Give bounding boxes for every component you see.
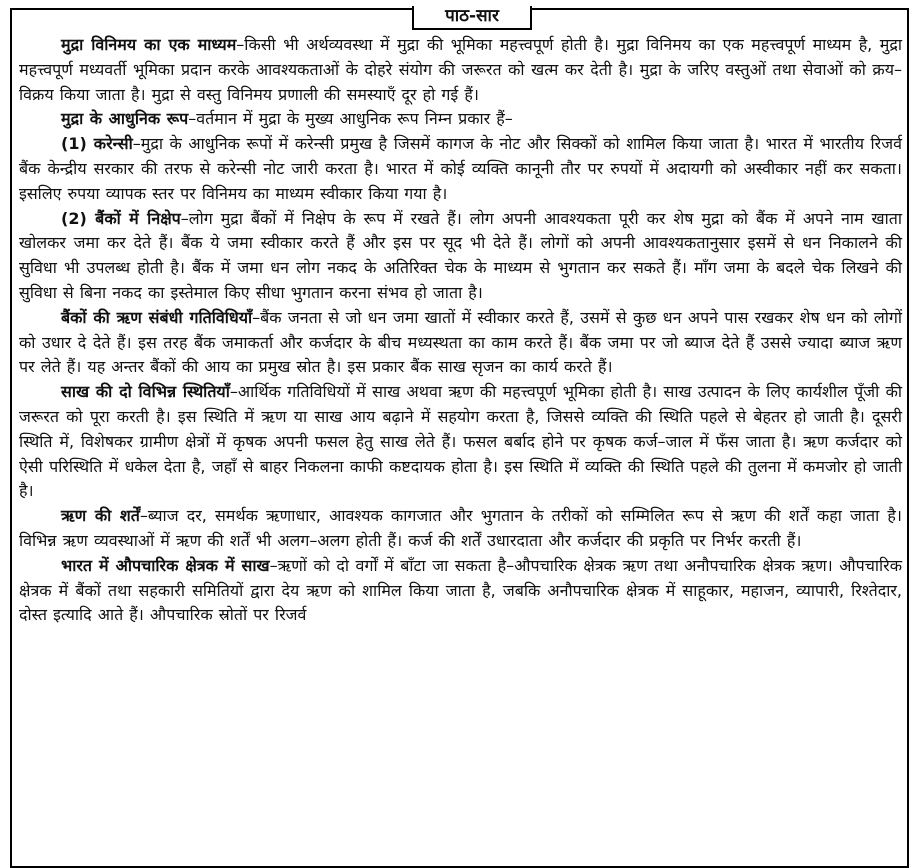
paragraph-heading: मुद्रा विनिमय का एक माध्यम	[61, 35, 237, 54]
document-body	[19, 33, 902, 628]
paragraph-heading: साख की दो विभिन्न स्थितियाँ	[61, 382, 230, 402]
paragraph-modern-forms	[19, 107, 902, 132]
paragraph-formal-sector-credit	[19, 554, 902, 628]
paragraph-bank-deposits	[19, 207, 902, 306]
paragraph-heading: बैंकों की ऋण संबंधी गतिविधियाँ	[61, 307, 253, 327]
page-title: पाठ-सार	[412, 6, 532, 30]
paragraph-heading: मुद्रा के आधुनिक रूप	[61, 109, 189, 129]
paragraph-heading: भारत में औपचारिक क्षेत्रक में साख	[61, 555, 270, 575]
paragraph-heading: (2) बैंकों में निक्षेप	[61, 208, 181, 228]
paragraph-money-medium	[19, 33, 902, 107]
paragraph-text: –किसी भी अर्थव्यवस्था में मुद्रा की भूमिका महत्त्वपूर्ण होती है। मुद्रा विनिमय का एक महत्त्वपूर्ण माध्यम है, मुद्रा महत्त्वपूर्ण मध्यवर्ती भूमिका प्रदान करके आवश्यकताओं के दोहरे संयोग की जरूरत को खत्म कर देती है। मुद्रा के जरिए वस्तुओं तथा सेवाओं को क्रय–विक्रय किया जाता है। मुद्रा से वस्तु विनिमय प्रणाली की समस्याएँ दूर हो गई हैं।	[19, 35, 902, 104]
paragraph-text: –आर्थिक गतिविधियों में साख अथवा ऋण की महत्त्वपूर्ण भूमिका होती है। साख उत्पादन के लिए कार्यशील पूँजी की जरूरत को पूरा करती है। इस स्थिति में ऋण या साख आय बढ़ाने में सहयोग करता है, जिससे व्यक्ति की स्थिति पहले से बेहतर हो जाती है। दूसरी स्थिति में, विशेषकर ग्रामीण क्षेत्रों में कृषक अपनी फसल हेतु साख लेते हैं। फसल बर्बाद होने पर कृषक कर्ज–जाल में फँस जाता है। ऋण कर्जदार को ऐसी परिस्थिति में धकेल देता है, जहाँ से बाहर निकलना काफी कष्टदायक होता है। इस स्थिति में व्यक्ति की स्थिति पहले की तुलना में कमजोर हो जाती है।	[19, 382, 902, 501]
paragraph-text: –ब्याज दर, समर्थक ऋणाधार, आवश्यक कागजात और भुगतान के तरीकों को सम्मिलित रूप से ऋण की शर्तें कहा जाता है। विभिन्न ऋण व्यवस्थाओं में ऋण की शर्तें भी अलग–अलग होती हैं। कर्ज की शर्तें उधारदाता और कर्जदार की प्रकृति पर निर्भर करती हैं।	[19, 506, 902, 550]
paragraph-text: –ऋणों को दो वर्गों में बाँटा जा सकता है–औपचारिक क्षेत्रक ऋण तथा अनौपचारिक क्षेत्रक ऋण। औपचारिक क्षेत्रक में बैंकों तथा सहकारी समितियों द्वारा देय ऋण को शामिल किया जाता है, जबकि अनौपचारिक क्षेत्रक में साहूकार, महाजन, व्यापारी, रिश्तेदार, दोस्त इत्यादि आते हैं। औपचारिक स्रोतों पर रिजर्व	[19, 555, 902, 625]
paragraph-terms-of-credit	[19, 504, 902, 554]
paragraph-text: –लोग मुद्रा बैंकों में निक्षेप के रूप में रखते हैं। लोग अपनी आवश्यकता पूरी कर शेष मुद्रा को बैंक में अपने नाम खाता खोलकर जमा कर देते हैं। बैंक ये जमा स्वीकार करते हैं और इस पर सूद भी देते हैं। लोगों को अपनी आवश्यकतानुसार इसमें से धन निकालने की सुविधा भी उपलब्ध होती है। बैंक में जमा धन लोग नकद के अतिरिक्त चेक के माध्यम से भुगतान कर सकते हैं। माँग जमा के बदले चेक लिखने की सुविधा से बिना नकद का इस्तेमाल किए सीधा भुगतान करना संभव हो जाता है।	[19, 208, 902, 302]
paragraph-text: –मुद्रा के आधुनिक रूपों में करेन्सी प्रमुख है जिसमें कागज के नोट और सिक्कों को शामिल किया जाता है। भारत में भारतीय रिजर्व बैंक केन्द्रीय सरकार की तरफ से करेन्सी नोट जारी करता है। भारत में कोई व्यक्ति कानूनी तौर पर रुपयों में अदायगी को अस्वीकार नहीं कर सकता। इसलिए रुपया व्यापक स्तर पर विनिमय का माध्यम स्वीकार किया गया है।	[19, 134, 902, 203]
paragraph-heading: (1) करेन्सी	[61, 134, 133, 154]
paragraph-heading: ऋण की शर्तें	[61, 506, 140, 526]
paragraph-text: –वर्तमान में मुद्रा के मुख्य आधुनिक रूप निम्न प्रकार हैं–	[188, 109, 513, 129]
paragraph-bank-credit-activities	[19, 306, 902, 380]
paragraph-currency	[19, 132, 902, 206]
paragraph-two-credit-situations	[19, 380, 902, 504]
paragraph-text: –बैंक जनता से जो धन जमा खातों में स्वीकार करते हैं, उसमें से कुछ धन अपने पास रखकर शेष धन को लोगों को उधार दे देते हैं। इस तरह बैंक जमाकर्ता और कर्जदार के बीच मध्यस्थता का काम करते हैं। बैंक जमा पर जो ब्याज देते हैं उससे ज्यादा ब्याज ऋण पर लेते हैं। यह अन्तर बैंकों की आय का प्रमुख स्रोत है। इस प्रकार बैंक साख सृजन का कार्य करते हैं।	[19, 307, 903, 377]
